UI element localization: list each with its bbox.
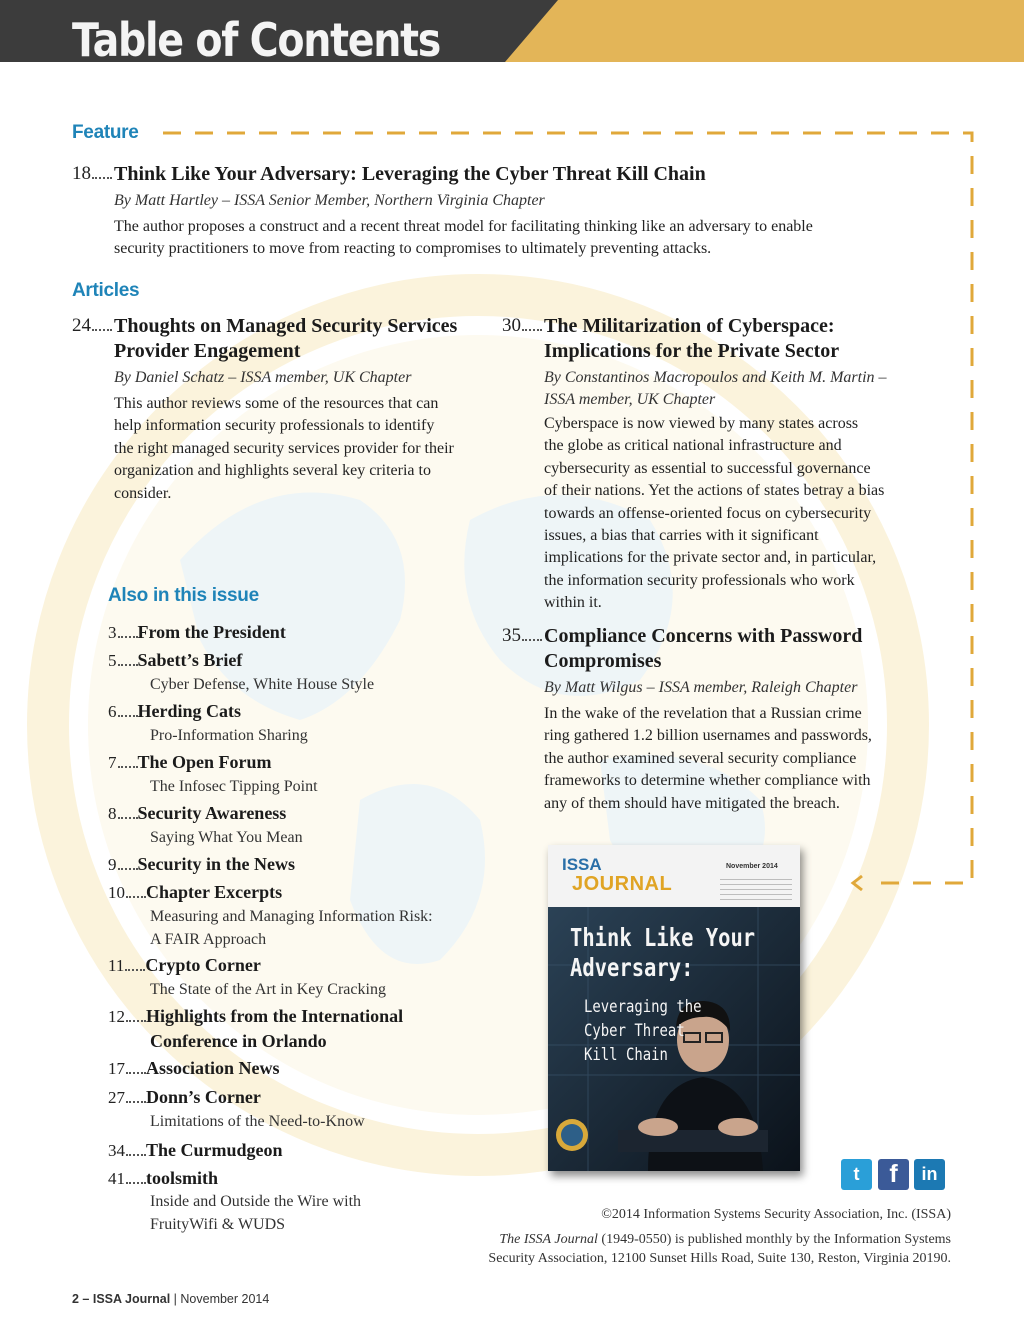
also-item-association-news[interactable]: 17 Association News xyxy=(108,1058,280,1078)
publication-info: The ISSA Journal (1949-0550) is published monthly by the Information Systems xyxy=(499,1232,951,1247)
article-title[interactable]: Compliance Concerns with Password Compromises xyxy=(544,625,863,672)
also-item-highlights[interactable]: 12 Highlights from the International xyxy=(108,1006,404,1026)
also-item-subtitle: Inside and Outside the Wire with FruityWifi & WUDS xyxy=(150,1193,362,1233)
article-page-number: 35 xyxy=(502,625,542,647)
article-description: This author reviews some of the resources that can help information security professionals to identify the right managed security services provider for their organization and highlights several key criteria to consider. xyxy=(114,395,454,502)
article-page-number: 30 xyxy=(502,315,542,337)
article-title[interactable]: The Militarization of Cyberspace: Implications for the Private Sector xyxy=(544,315,840,362)
also-item-subtitle: The Infosec Tipping Point xyxy=(150,778,318,795)
also-item-sabetts-brief[interactable]: 5 Sabett’s Brief xyxy=(108,650,243,670)
also-item-security-news[interactable]: 9 Security in the News xyxy=(108,854,295,874)
also-item-open-forum[interactable]: 7 The Open Forum xyxy=(108,752,272,772)
also-item-herding-cats[interactable]: 6 Herding Cats xyxy=(108,701,241,721)
feature-description: The author proposes a construct and a recent threat model for facilitating thinking like an adversary to enable security practitioners to move from reacting to compromises to ultimately preventing attacks. xyxy=(114,218,813,258)
also-item-subtitle: Limitations of the Need-to-Know xyxy=(150,1113,365,1130)
cover-blurb-lines xyxy=(720,879,792,901)
page-footer: 2 – ISSA Journal | November 2014 xyxy=(72,1292,270,1306)
section-heading-articles: Articles xyxy=(72,280,140,301)
also-item-subtitle: Pro-Information Sharing xyxy=(150,727,308,744)
feature-author: By Matt Hartley – ISSA Senior Member, Northern Virginia Chapter xyxy=(114,192,545,209)
also-item-subtitle: The State of the Art in Key Cracking xyxy=(150,981,386,998)
also-item-subtitle: Saying What You Mean xyxy=(150,829,303,846)
cover-headline: Think Like Your Adversary: xyxy=(570,923,756,982)
facebook-icon[interactable]: f xyxy=(878,1159,909,1190)
article-author: By Matt Wilgus – ISSA member, Raleigh Chapter xyxy=(544,679,858,696)
copyright-line: ©2014 Information Systems Security Association, Inc. (ISSA) xyxy=(601,1207,951,1222)
also-item-chapter-excerpts[interactable]: 10 Chapter Excerpts xyxy=(108,882,283,902)
also-item-curmudgeon[interactable]: 34 The Curmudgeon xyxy=(108,1140,283,1160)
publisher-address: Security Association, 12100 Sunset Hills Road, Suite 130, Reston, Virginia 20190. xyxy=(488,1251,951,1266)
feature-page-number: 18 xyxy=(72,163,112,185)
also-item-donns-corner[interactable]: 27 Donn’s Corner xyxy=(108,1087,261,1107)
also-item-president[interactable]: 3 From the President xyxy=(108,622,286,642)
article-author: By Constantinos Macropoulos and Keith M. Martin – ISSA member, UK Chapter xyxy=(544,369,887,408)
also-item-subtitle: Measuring and Managing Information Risk: A FAIR Approach xyxy=(150,908,433,948)
section-heading-feature: Feature xyxy=(72,122,139,143)
magazine-cover[interactable] xyxy=(548,845,800,1171)
article-author: By Daniel Schatz – ISSA member, UK Chapter xyxy=(114,369,412,386)
cover-subhead: Leveraging the Cyber Threat Kill Chain xyxy=(584,997,702,1065)
article-description: In the wake of the revelation that a Russian crime ring gathered 1.2 billion usernames and passwords, the author examined several security compliance frameworks to determine whether compliance with any of them should have mitigated the breach. xyxy=(544,705,872,812)
also-item-security-awareness[interactable]: 8 Security Awareness xyxy=(108,803,287,823)
twitter-icon[interactable]: t xyxy=(841,1159,872,1190)
also-item-subtitle: Cyber Defense, White House Style xyxy=(150,676,375,693)
cover-logo-journal: JOURNAL xyxy=(572,873,673,895)
feature-title[interactable]: Think Like Your Adversary: Leveraging the Cyber Threat Kill Chain xyxy=(114,163,706,185)
cover-logo-issa: ISSA xyxy=(562,855,602,874)
page-title: Table of Contents xyxy=(72,13,441,67)
article-page-number: 24 xyxy=(72,315,112,337)
linkedin-icon[interactable]: in xyxy=(914,1159,945,1190)
also-item-title-continued[interactable]: Conference in Orlando xyxy=(150,1031,327,1051)
article-description: Cyberspace is now viewed by many states across the globe as critical national infrastructure and cybersecurity as essential to successful governance of their nations. Yet the actions of states betray a bias towards an offense-oriented focus on cybersecurity issues, a bias that carries with it significant implications for the private sector and, in particular, the information security professionals who work within it. xyxy=(544,415,885,612)
cover-date: November 2014 xyxy=(726,863,778,870)
chevron-left-icon xyxy=(853,876,862,890)
also-item-crypto-corner[interactable]: 11 Crypto Corner xyxy=(108,955,261,975)
section-heading-also: Also in this issue xyxy=(108,585,259,606)
article-title[interactable]: Thoughts on Managed Security Services Provider Engagement xyxy=(114,315,458,362)
also-item-toolsmith[interactable]: 41 toolsmith xyxy=(108,1168,218,1188)
